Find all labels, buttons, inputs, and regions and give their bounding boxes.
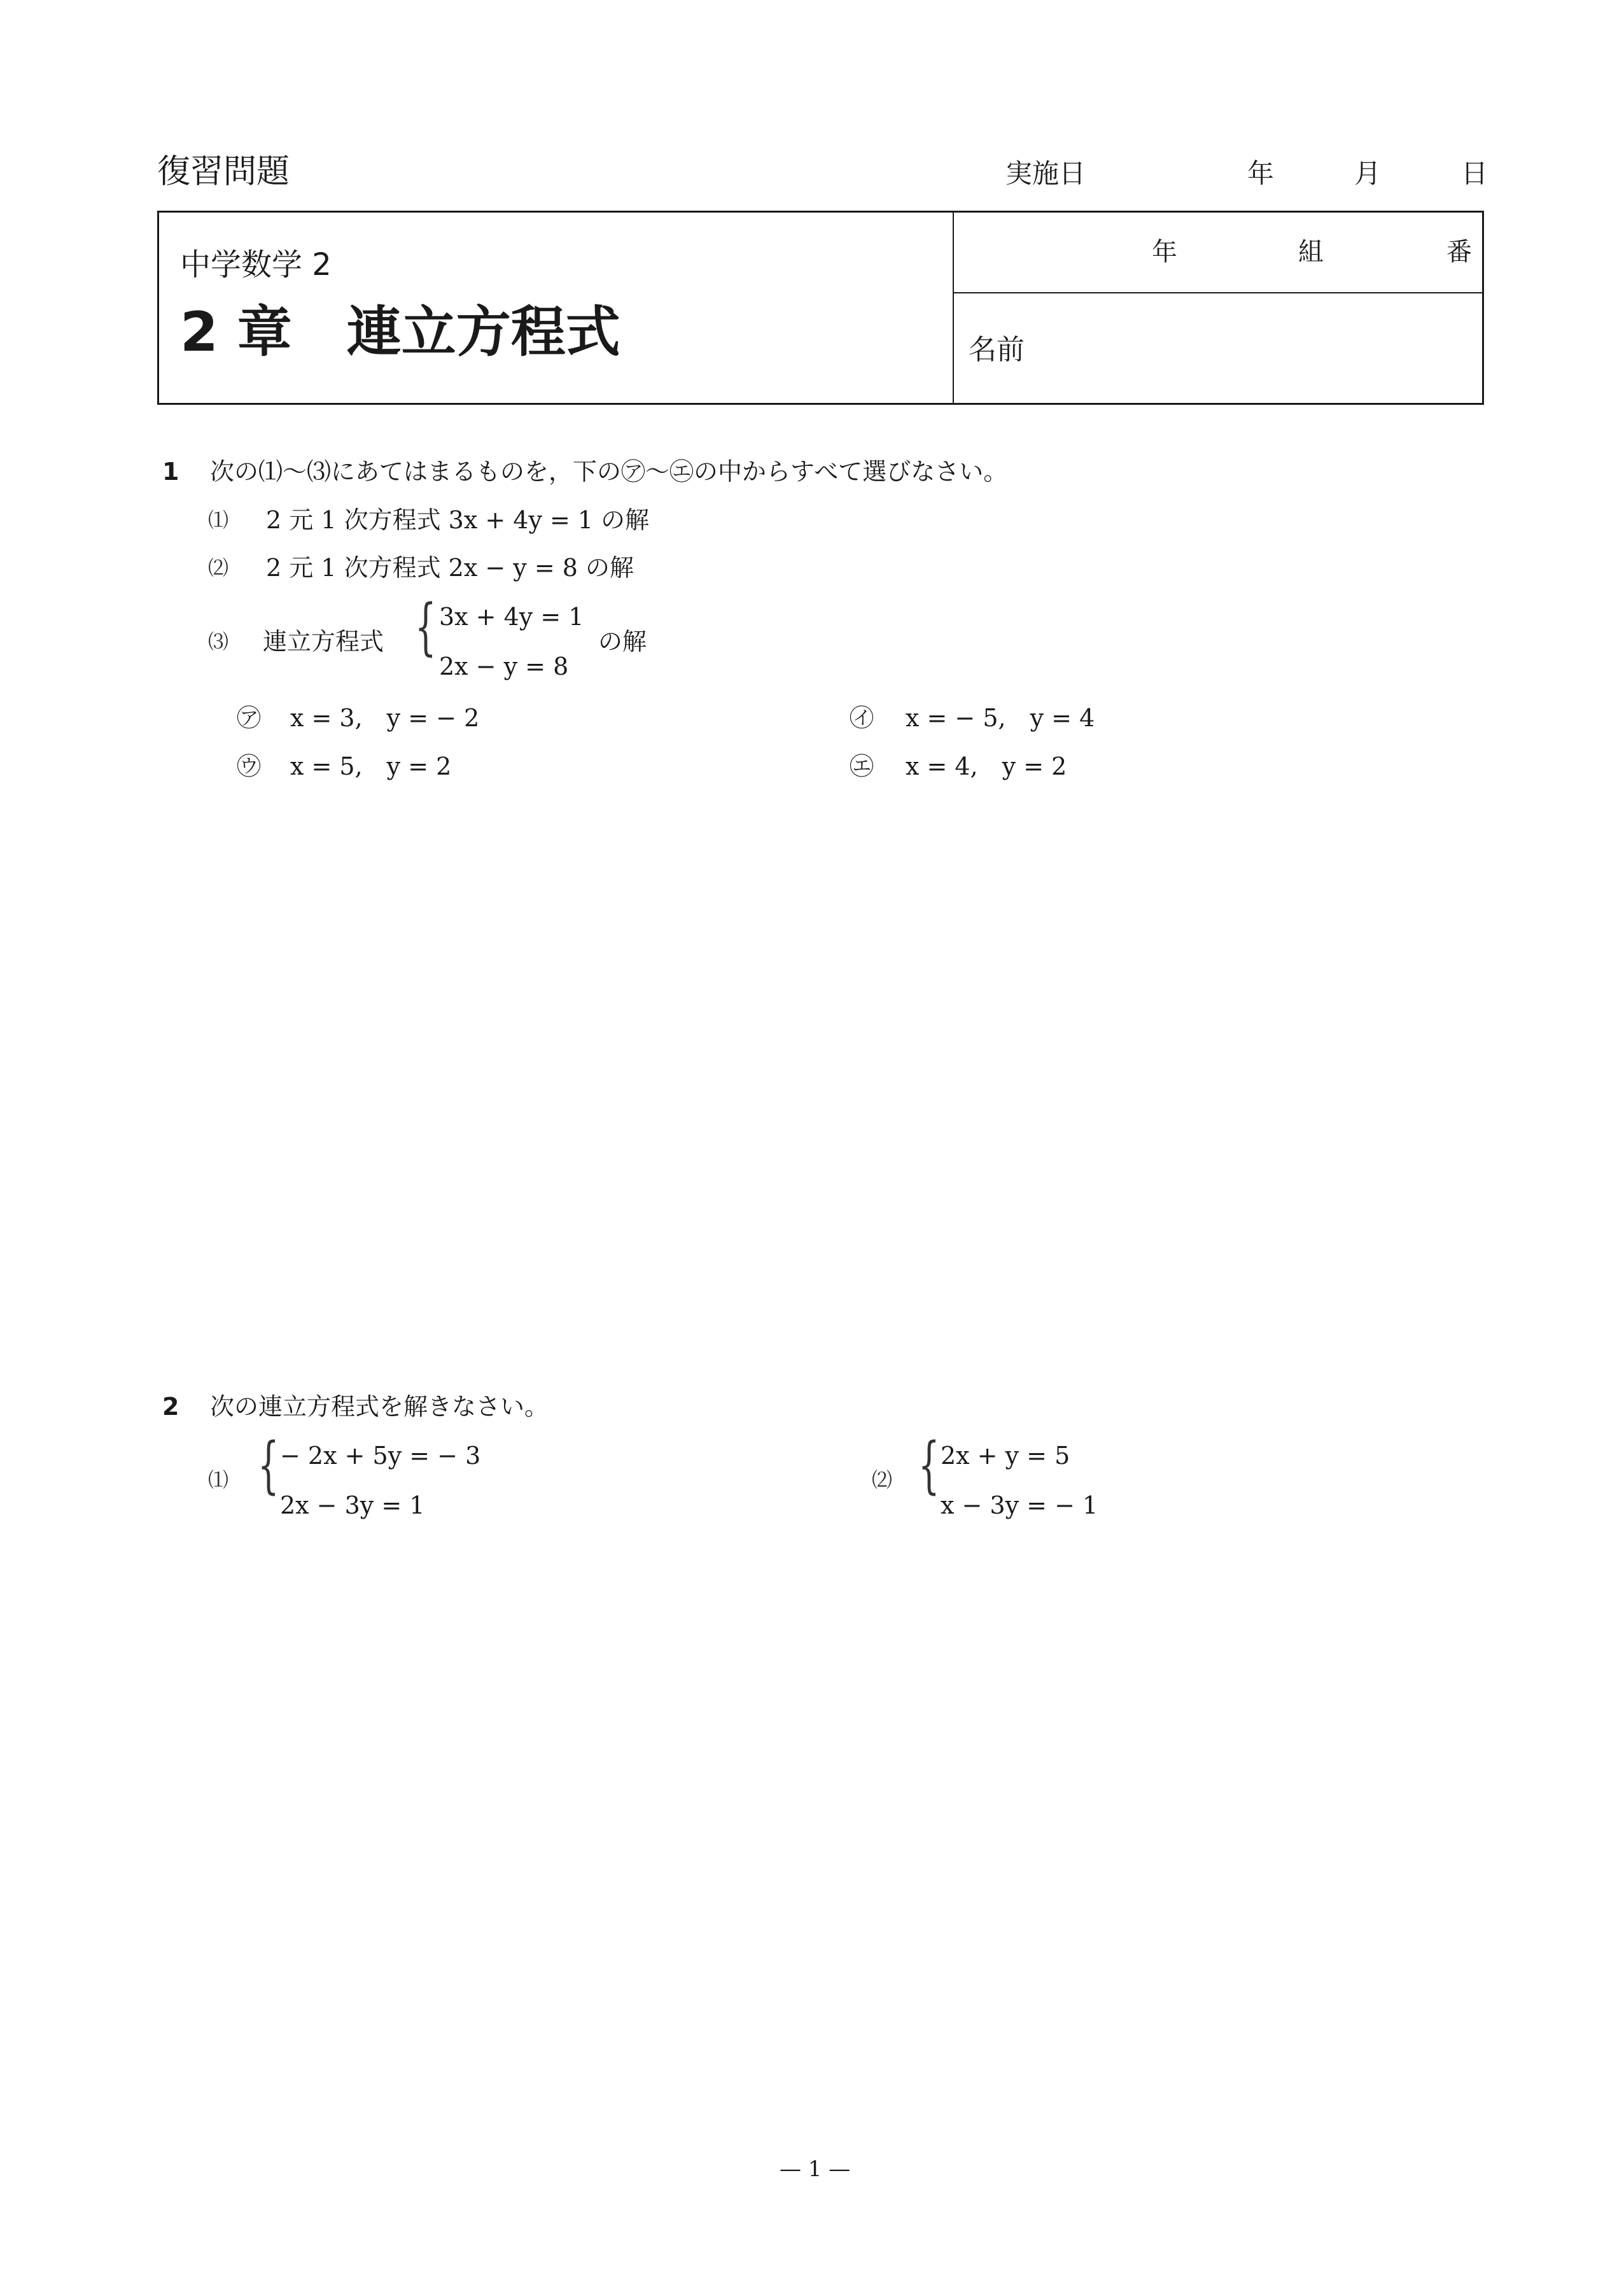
system-2-eq2: x − 3y = − 1	[941, 1491, 1098, 1519]
choice-d-mark: ㋓	[850, 752, 874, 780]
problem-1-item-3-eq2: 2x − y = 8	[439, 652, 569, 680]
problem-2-number: 2	[162, 1393, 179, 1421]
system-1-label: ⑴	[208, 1468, 229, 1492]
system-2-eq1: 2x + y = 5	[941, 1442, 1070, 1470]
system-2-brace-icon: {	[918, 1430, 940, 1501]
header-divider-horizontal	[953, 292, 1484, 293]
choice-d-text: x = 4, y = 2	[906, 752, 1067, 780]
system-1-brace-icon: {	[258, 1430, 279, 1501]
date-year-label: 年	[1247, 158, 1275, 189]
problem-1-instruction: 次の⑴〜⑶にあてはまるものを，下の㋐〜㋓の中からすべて選びなさい。	[210, 458, 1008, 486]
problem-1-item-3-prefix: 連立方程式	[263, 628, 384, 656]
header-divider-vertical	[953, 211, 954, 405]
problem-1-item-3-label: ⑶	[208, 629, 229, 654]
date-month-label: 月	[1354, 158, 1382, 189]
problem-2-instruction: 次の連立方程式を解きなさい。	[210, 1393, 549, 1421]
choice-c-text: x = 5, y = 2	[290, 752, 452, 780]
system-2-label: ⑵	[872, 1468, 893, 1492]
class-number-field[interactable]: 番	[1446, 237, 1472, 267]
name-field[interactable]: 名前	[969, 334, 1025, 366]
problem-1-item-2-label: ⑵	[208, 556, 229, 580]
date-label: 実施日	[1005, 158, 1086, 189]
class-group-field[interactable]: 組	[1298, 237, 1324, 267]
problem-1-number: 1	[162, 458, 179, 486]
date-day-label: 日	[1461, 158, 1488, 189]
choice-c-mark: ㋒	[237, 752, 262, 780]
page-number: — 1 —	[780, 2156, 851, 2182]
problem-1-item-1-text: 2 元 1 次方程式 3x + 4y = 1 の解	[266, 506, 650, 534]
problem-1-item-3-eq1: 3x + 4y = 1	[439, 603, 584, 631]
problem-1-item-1-label: ⑴	[208, 508, 229, 532]
class-year-field[interactable]: 年	[1152, 237, 1177, 267]
system-1-eq2: 2x − 3y = 1	[280, 1491, 425, 1519]
problem-1-item-2-text: 2 元 1 次方程式 2x − y = 8 の解	[266, 554, 634, 582]
chapter-title: 2 章 連立方程式	[180, 300, 620, 364]
equation-system-brace-icon: {	[415, 591, 437, 663]
choice-b-mark: ㋑	[850, 704, 874, 732]
choice-b-text: x = − 5, y = 4	[906, 704, 1095, 732]
review-title: 復習問題	[157, 153, 290, 191]
choice-a-text: x = 3, y = − 2	[290, 704, 480, 732]
choice-a-mark: ㋐	[237, 704, 262, 732]
problem-1-item-3-suffix: の解	[598, 628, 647, 656]
subject-title: 中学数学 2	[180, 247, 332, 283]
system-1-eq1: − 2x + 5y = − 3	[280, 1442, 481, 1470]
